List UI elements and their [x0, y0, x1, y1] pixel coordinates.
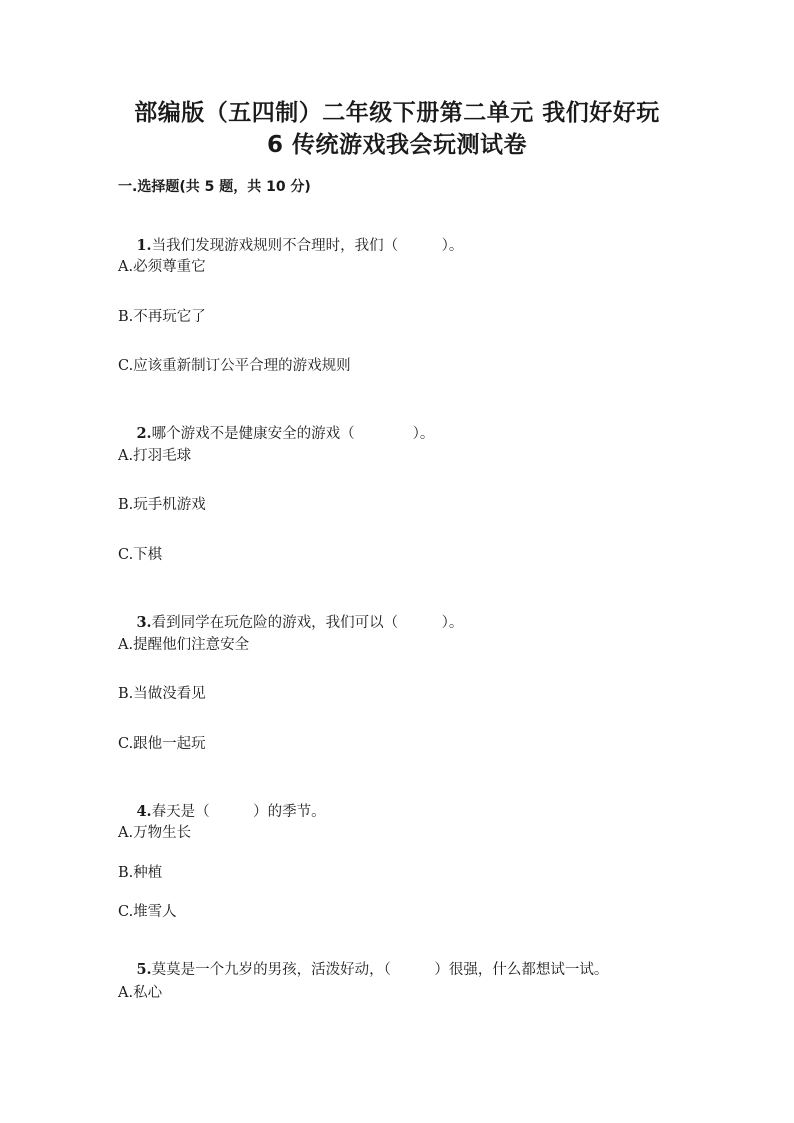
question-stem: 春天是（ ）的季节。	[151, 804, 326, 820]
question-3-option-b: B.当做没看见	[118, 686, 206, 702]
question-2-option-c: C.下棋	[118, 547, 163, 563]
page-title-line-2: 6 传统游戏我会玩测试卷	[266, 132, 527, 158]
question-number: 5.	[136, 961, 152, 978]
question-4-option-a: A.万物生长	[118, 825, 192, 841]
question-1-option-b: B.不再玩它了	[118, 309, 206, 325]
question-number: 2.	[136, 425, 152, 442]
question-stem: 看到同学在玩危险的游戏，我们可以（ ）。	[151, 615, 464, 631]
question-1-option-c: C.应该重新制订公平合理的游戏规则	[118, 358, 351, 374]
question-2-option-b: B.玩手机游戏	[118, 497, 206, 513]
question-5	[118, 943, 608, 997]
question-2-option-a: A.打羽毛球	[118, 448, 192, 464]
question-number: 1.	[136, 237, 152, 254]
page-title-line-1: 部编版（五四制）二年级下册第二单元 我们好好玩	[134, 100, 660, 126]
question-5-option-a: A.私心	[118, 985, 163, 1001]
question-4-option-b: B.种植	[118, 865, 163, 881]
question-3-option-c: C.跟他一起玩	[118, 736, 206, 752]
question-stem: 当我们发现游戏规则不合理时，我们（ ）。	[151, 238, 464, 254]
question-3-option-a: A.提醒他们注意安全	[118, 637, 250, 653]
question-1-option-a: A.必须尊重它	[118, 259, 206, 275]
question-number: 4.	[136, 803, 152, 820]
question-number: 3.	[136, 614, 152, 631]
question-stem: 哪个游戏不是健康安全的游戏（ ）。	[151, 426, 435, 442]
section-heading: 一.选择题(共 5 题，共 10 分)	[118, 179, 311, 195]
question-stem: 莫莫是一个九岁的男孩，活泼好动，（ ）很强，什么都想试一试。	[151, 962, 609, 978]
question-4-option-c: C.堆雪人	[118, 904, 177, 920]
